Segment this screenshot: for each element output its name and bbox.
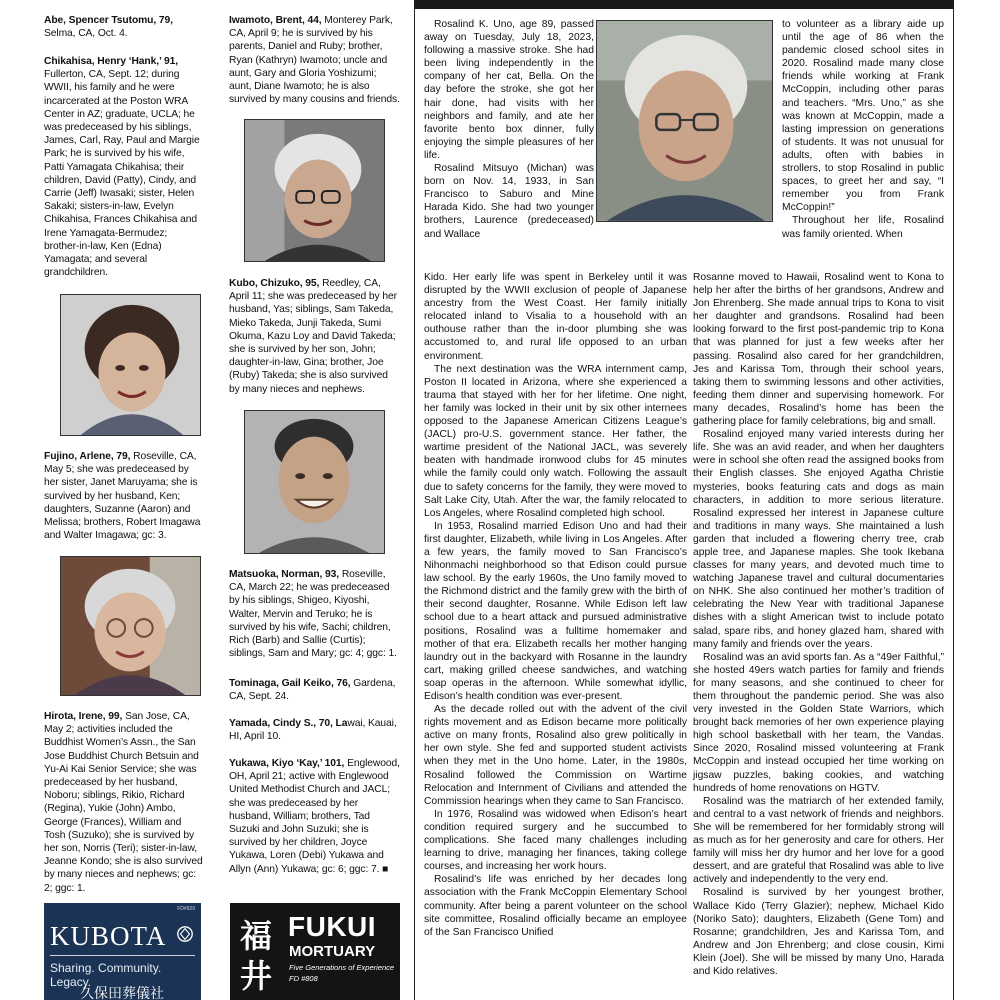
feature-paragraph: Rosanne moved to Hawaii, Rosalind went to Kona to help her after the births of her grandsons, Andrew and Jon Ehrenberg. She made annual trips to Kona to visit her daughter and grandsons. Rosalind had been looking forward to the first post-pandemic trip to Kona that was planned for just a few weeks after her passing. Rosalind also cared for her grandchildren, Jes and Karissa Tom, through their school years, taking them to swimming lessons and other activities, feeding them dinner and supervising homework. For many decades, Rosalind’s home has been the gathering place for family celebrations, big and small.: [693, 272, 944, 428]
feature-top-bar: [414, 0, 954, 9]
obituary-hirota: Hirota, Irene, 99, San Jose, CA, May 2; activities included the Buddhist Women’s Assn., the San Jose Buddhist Church Betsuin and Yu-Ai Kai Senior Service; she was predeceased by her husband, Noboru; siblings, Rikio, Richard (Regina), Yukie (John) Ambo, George (Frances), William and Tosh (Suzuko); she is survived by her son, Norris (Teri); sister-in-law, Jeanne Kondo; she is also survived by many nieces and nephews; gc: 2; ggc: 1.: [44, 711, 203, 894]
obituary-yamada: Yamada, Cindy S., 70, Lawai, Kauai, HI, April 10.: [229, 718, 397, 743]
portrait-photo-icon: [61, 557, 200, 695]
feature-paragraph: As the decade rolled out with the advent of the civil rights movement and as Edison became more politically active on many fronts, Rosalind also grew politically in her own style. She fed and supported student activists when they met in the Uno home. Later, in the 1980s, Rosalind followed the Commission on Wartime Relocation and Internment of Civilians and attended the Commission hearings when they came to San Francisco.: [424, 704, 687, 807]
portrait-photo-icon: [245, 411, 384, 553]
feature-paragraph: The next destination was the WRA internment camp, Poston II located in Arizona, where she experienced a trauma that stayed with her for her lifetime. One night, her family was locked in their unit by six other internees opposed to the Japanese American Citizens League’s (JACL) pro-U.S. government stance. Her father, the wartime president of the National JACL, was severely beaten with handmade ironwood clubs for 45 minutes while the family could only watch. Following the assault due to safety concerns for the family, they were moved to Salt Lake City, Utah. After the war, the family relocated to Los Angeles, where Rosalind completed high school.: [424, 363, 687, 519]
portrait-kubo: [244, 119, 385, 262]
portrait-photo-icon: [597, 21, 772, 221]
feature-text-lower-left: [424, 271, 687, 939]
feature-paragraph: Rosalind was an avid sports fan. As a “49er Faithful,” she hosted 49ers watch parties for family and friends for many seasons, and she continued to cheer for them throughout the pandemic period. She was also very invested in the Golden State Warriors, which brought back memories of her own experience playing high school basketball with her team, the Vandas. Since 2020, Rosalind missed volunteering at Frank McCoppin and instead occupied her time working on jigsaw puzzles, baking cookies, and watching hundreds of home renovations on HGTV.: [693, 651, 944, 794]
portrait-photo-icon: [61, 295, 200, 435]
obituary-yukawa: Yukawa, Kiyo ‘Kay,’ 101, Englewood, OH, April 21; active with Englewood United Methodist Church and JACL; she was predeceased by her husband, William; brothers, Tad Suzuki and John Suzuki; she is survived by her children, Joyce Yukawa, Loren (Debi) Yukawa and Allyn (Ann) Yukawa; gc: 6; ggc: 7. ■: [229, 758, 400, 875]
feature-paragraph: Rosalind Mitsuyo (Michan) was born on Nov. 14, 1933, in San Francisco to Saburo and Mine Harada Kido. She had two younger brothers, Laurence (predeceased) and Wallace: [424, 163, 594, 240]
obituary-abe: Abe, Spencer Tsutomu, 79, Selma, CA, Oct. 4.: [44, 15, 173, 40]
column-divider: [213, 0, 214, 1000]
portrait-fujino: [60, 294, 201, 436]
portrait-rosalind-uno: [596, 20, 773, 222]
kubota-fd-number: FD#929: [177, 906, 195, 912]
feature-text-upper-right: [782, 18, 944, 241]
fukui-logo-text: FUKUI: [288, 911, 377, 942]
portrait-matsuoka: [244, 410, 385, 554]
fukui-mortuary-text: MORTUARY: [289, 943, 376, 960]
obituary-fujino: Fujino, Arlene, 79, Roseville, CA, May 5; she was predeceased by her sister, Janet Maruyama; she is survived by her husband, Ken; daughters, Suzanne (Aaron) and Melissa; brothers, Robert Imagawa and Walter Imagawa; gc: 3.: [44, 451, 201, 542]
kubota-rule: [50, 955, 195, 956]
fukui-mortuary-advertisement[interactable]: [230, 903, 400, 1000]
obituary-chikahisa: Chikahisa, Henry ‘Hank,’ 91, Fullerton, CA, Sept. 12; during WWII, his family and he were incarcerated at the Poston WRA Center in AZ; graduate, UCLA; he was predeceased by his siblings, James, Carl, Ray, Paul and Margie Park; he is survived by his wife, Patti Yamagata Chikahisa; their children, David (Patty), Cindy, and Carrie (Jeff) Iwasaki; sister, Helen Sakaki; sisters-in-law, Evelyn Chikahisa, Frances Chikahisa and Irene Yamagata-Bermudez; brother-in-law, Ken (Edna) Yamagata; and several grandchildren.: [44, 56, 200, 279]
feature-paragraph: Rosalind enjoyed many varied interests during her life. She was an avid reader, and when her daughters were in school she often read the assigned books from their English classes. She enjoyed Agatha Christie mysteries, books featuring cats and dogs as main characters, in addition to more serious literature. Rosalind expressed her interest in Japanese culture and traditions in many ways. She maintained a lush garden that included a flowering cherry tree, crab apple tree, and Japanese maples. She took Ikebana classes for many years, and devoted much time to watching Japanese travel and cultural documentaries on NHK. She also continued her mother’s tradition of celebrating the New Year with traditional Japanese dishes with a slight American twist to include potato salad, spare ribs, and honey glazed ham, shared with many family and friends over the years.: [693, 429, 944, 650]
feature-paragraph: In 1953, Rosalind married Edison Uno and had their first daughter, Elizabeth, while living in Los Angeles. After a few years, the family moved to San Francisco’s Nihonmachi neighborhood so that Edison could pursue law school. By the early 1960s, the Uno family moved to the Richmond district and the family grew with the birth of their second daughter, Rosanne. While Edison left law school due to a heart attack and pursued administrative positions, Rosalind was a fulltime homemaker and mother of that era. Elizabeth recalls her mother hanging laundry out in the backyard with Rosanne in the laundry cart, making grilled cheese sandwiches, and watching soap operas in the afternoon. While somewhat idyllic, Edison’s health condition was ever-present.: [424, 520, 687, 702]
obituary-iwamoto: Iwamoto, Brent, 44, Monterey Park, CA, April 9; he is survived by his parents, Daniel and Ruby; brother, Ryan (Kathryn) Iwamoto; uncle and aunt, Gary and Gloria Yoshizumi; aunt, Diane Iwamoto; he is also survived by many cousins and friends.: [229, 15, 400, 106]
obituary-matsuoka: Matsuoka, Norman, 93, Roseville, CA, March 22; he was predeceased by his siblings, Shigeo, Kiyoshi, Walter, Mervin and Teruko; he is survived by his wife, Sachi; children, Rich (Barb) and Sallie (Curtis); siblings, Sam and Mary; gc: 4; ggc: 1.: [229, 569, 397, 660]
portrait-photo-icon: [245, 120, 384, 261]
kubota-japanese-name: 久保田葬儀社: [80, 986, 164, 1000]
obituary-kubo: Kubo, Chizuko, 95, Reedley, CA, April 11; she was predeceased by her husband, Yas; siblings, Sam Takeda, Mieko Takeda, Junji Takeda, Sumi Okuma, Kazu Loy and David Takeda; she is survived by her son, John; daughter-in-law, Gina; brother, Joe (Ruby) Takeda; she is also survived by many nieces and nephews.: [229, 278, 397, 395]
fukui-kanji-top: 福: [240, 917, 273, 955]
feature-paragraph: Rosalind K. Uno, age 89, passed away on Tuesday, July 18, 2023, following a massive stroke. She had been living independently in the company of her cat, Bella. On the day before the stroke, she got her hair done, had visits with her neighbors and family, and ate her favorite bento box dinner, fully enjoying the simple pleasures of her life.: [424, 19, 594, 161]
feature-paragraph: Rosalind is survived by her youngest brother, Wallace Kido (Terry Glazier); nephew, Michael Kido (Noriko Sato); daughters, Elizabeth (Gene Tom) and Rosanne; grandchildren, Jes and Karissa Tom, and Andrew and Jon Ehrenberg; and close cousin, Kimi Klein (Joel). She will be missed by many Uno, Harada and Kido relatives.: [693, 887, 944, 977]
fukui-fd-number: FD #808: [289, 974, 318, 983]
kubota-crest-icon: [176, 925, 194, 943]
kubota-tagline: Sharing. Community. Legacy.: [50, 961, 162, 989]
feature-paragraph: to volunteer as a library aide up until the age of 86 when the pandemic closed school sites in 2020. Rosalind made many close friends while working at Frank McCoppin, including other paras and teachers. “Mrs. Uno,” as she was known at McCoppin, made a lasting impression on generations of students. It was not unusual for adults, often with babies in strollers, to stop Rosalind in public spaces, to greet her and say, “I remember you from Frank McCoppin!”: [782, 19, 944, 214]
feature-paragraph: Kido. Her early life was spent in Berkeley until it was disrupted by the WWII exclusion of people of Japanese ancestry from the West Coast. Her family initially relocated inland to Visalia to a household with an outhouse rather than the in-door plumbing she was accustomed to, and rural life opposed to an urban environment.: [424, 272, 687, 362]
fukui-tagline: Five Generations of Experience: [289, 963, 395, 972]
kubota-advertisement[interactable]: [44, 903, 201, 1000]
feature-paragraph: Throughout her life, Rosalind was family oriented. When: [782, 215, 944, 240]
feature-paragraph: Rosalind was the matriarch of her extended family, and central to a vast network of friends and neighbors. She will be remembered for her formidably strong will as much as for her generosity and care for others. Her family will miss her dry humor and her love for a good dessert, and are grateful that Rosalind was able to live actively and independently to the very end.: [693, 795, 944, 886]
feature-text-upper-left: [424, 18, 594, 241]
feature-paragraph: In 1976, Rosalind was widowed when Edison’s heart condition required surgery and he succumbed to complications. She faced many challenges including learning to drive, managing her finances, taking college courses, and increasing her work hours.: [424, 808, 687, 873]
fukui-kanji-bottom: 井: [240, 957, 273, 995]
kubota-logo-text: KUBOTA: [50, 921, 167, 951]
feature-paragraph: Rosalind’s life was enriched by her decades long association with the Frank McCoppin Elementary School community. After being a parent volunteer on the school site committee, Rosalind officially became an employee of the San Francisco Unified: [424, 874, 687, 938]
obituary-tominaga: Tominaga, Gail Keiko, 76, Gardena, CA, Sept. 24.: [229, 678, 396, 703]
feature-text-lower-right: [693, 271, 944, 978]
portrait-hirota: [60, 556, 201, 696]
